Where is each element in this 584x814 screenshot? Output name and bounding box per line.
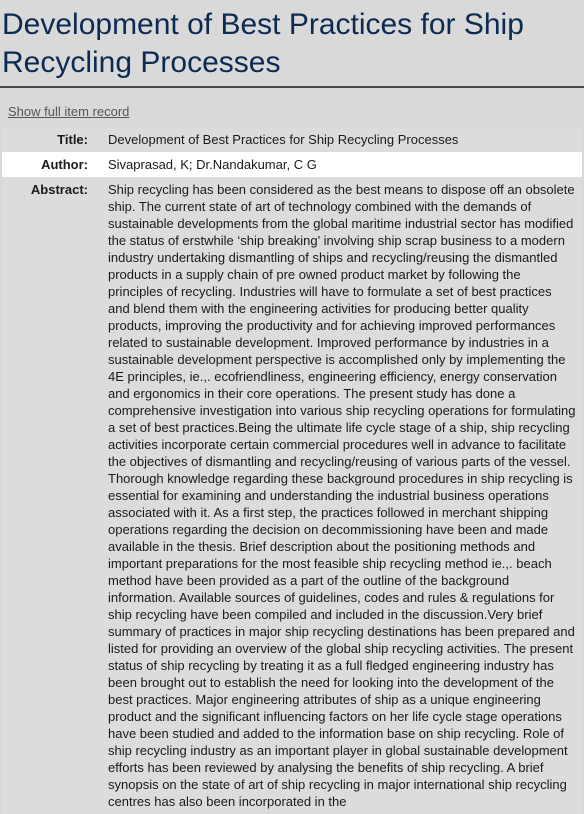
metadata-row-abstract [2, 177, 582, 814]
metadata-row-author [2, 152, 582, 177]
abstract-value: Ship recycling has been considered as the best means to dispose off an obsolete ship. The current state of art of technology combined with the demands of sustainable developments from the global maritime industrial sector has modified the status of erstwhile ‘ship breaking’ involving ship scrap business to a modern industry undertaking dismantling of ships and recycling/reusing the dismantled products in a supply chain of pre owned product market by following the principles of recycling. Industries will have to formulate a set of best practices and blend them with the engineering activities for producing better quality products, improving the productivity and for achieving improved performances related to sustainable development. Improved performance by industries in a sustainable development perspective is accomplished only by implementing the 4E principles, ie.,. ecofriendliness, engineering efficiency, energy conservation and ergonomics in their core operations. The present study has done a comprehensive investigation into various ship recycling operations for formulating a set of best practices.Being the ultimate life cycle stage of a ship, ship recycling activities incorporate certain commercial procedures well in advance to facilitate the objectives of dismantling and recycling/reusing of various parts of the vessel. Thorough knowledge regarding these background procedures in ship recycling is essential for examining and understanding the industrial business operations associated with it. As a first step, the practices followed in merchant shipping operations regarding the decision on decommissioning have been and made available in the thesis. Brief description about the positioning methods and important preparations for the most feasible ship recycling method ie.,. beach method have been provided as a part of the outline of the background information. Available sources of guidelines, codes and rules & regulations for ship recycling have been compiled and included in the discussion.Very brief summary of practices in major ship recycling destinations has been prepared and listed for providing an overview of the global ship recycling activities. The present status of ship recycling by treating it as a full fledged engineering industry has been brought out to establish the need for looking into the development of the best practices. Major engineering attributes of ship as a unique engineering product and the significant influencing factors on her life cycle stage operations have been studied and added to the information base on ship recycling. Role of ship recycling industry as an important player in global sustainable development efforts has been reviewed by analysing the benefits of ship recycling. A brief synopsis on the state of art of ship recycling in major international ship recycling centres has also been incorporated in the [108, 182, 576, 809]
title-label: Title: [57, 132, 88, 147]
author-value: Sivaprasad, K; Dr.Nandakumar, C G [108, 157, 317, 172]
abstract-label: Abstract: [30, 182, 88, 197]
page-title: Development of Best Practices for Ship Recycling Processes [0, 0, 584, 88]
title-value: Development of Best Practices for Ship Recycling Processes [108, 132, 459, 147]
author-label: Author: [41, 157, 88, 172]
metadata-table [2, 127, 582, 814]
show-full-record-link[interactable]: Show full item record [8, 104, 130, 119]
metadata-row-title [2, 127, 582, 152]
